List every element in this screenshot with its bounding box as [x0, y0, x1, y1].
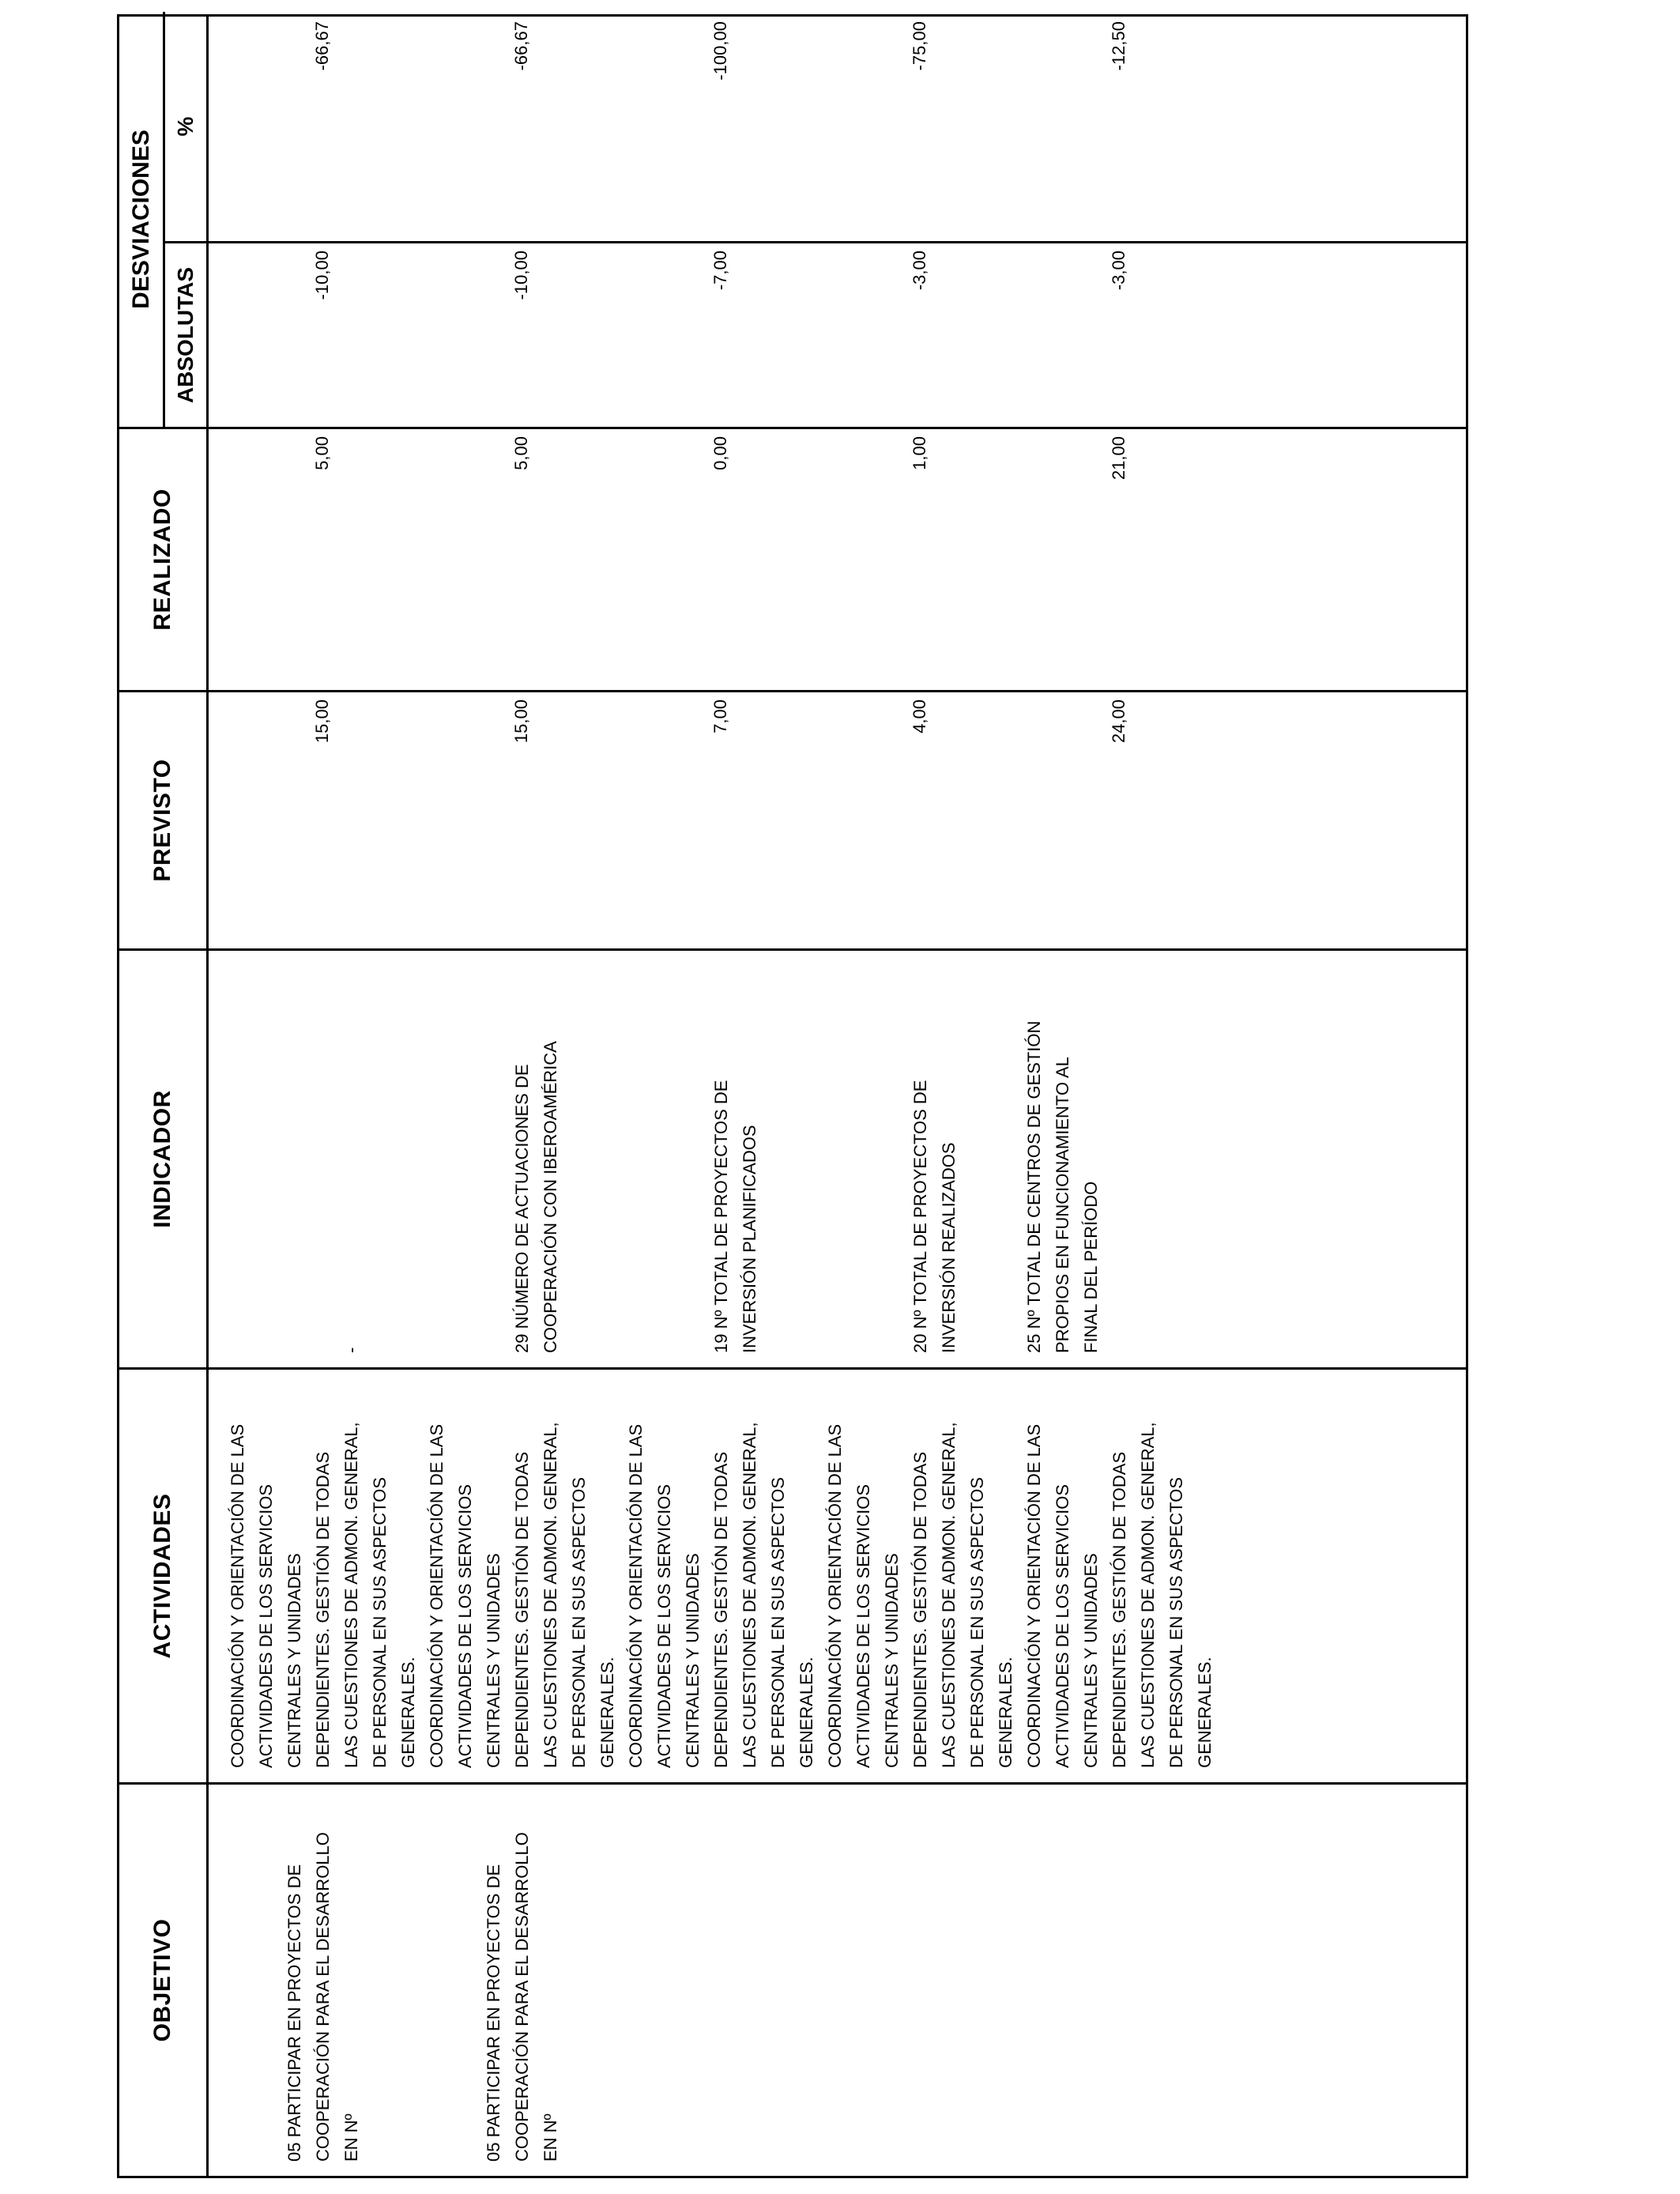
actividad-line: DEPENDIENTES. GESTIÓN DE TODAS — [1109, 1451, 1129, 1768]
indicador-line: 29 NÚMERO DE ACTUACIONES DE — [512, 1064, 532, 1353]
actividad-line: DE PERSONAL EN SUS ASPECTOS — [768, 1476, 788, 1768]
actividad-line: DEPENDIENTES. GESTIÓN DE TODAS — [711, 1451, 731, 1768]
actividad-line: DEPENDIENTES. GESTIÓN DE TODAS — [910, 1451, 930, 1768]
objetivo-line: COOPERACIÓN PARA EL DESARROLLO — [313, 1832, 333, 2162]
absolutas-value: -3,00 — [1109, 251, 1128, 291]
absolutas-value: -10,00 — [511, 251, 531, 300]
actividad-line: GENERALES. — [797, 1657, 816, 1768]
header-porcentaje: % — [173, 116, 198, 137]
previsto-value: 15,00 — [511, 699, 531, 744]
indicador-line: FINAL DEL PERÍODO — [1081, 1181, 1101, 1353]
actividad-line: ACTIVIDADES DE LOS SERVICIOS — [455, 1483, 475, 1768]
actividad-line: COORDINACIÓN Y ORIENTACIÓN DE LAS — [228, 1423, 247, 1768]
absolutas-value: -3,00 — [910, 251, 929, 291]
previsto-value: 7,00 — [710, 699, 730, 733]
indicador-line: - — [341, 1347, 361, 1353]
actividad-line: COORDINACIÓN Y ORIENTACIÓN DE LAS — [427, 1423, 446, 1768]
actividad-line: DE PERSONAL EN SUS ASPECTOS — [370, 1476, 390, 1768]
realizado-value: 1,00 — [910, 436, 929, 470]
indicador-line: INVERSIÓN PLANIFICADOS — [740, 1125, 759, 1353]
header-actividades: ACTIVIDADES — [119, 1367, 206, 1782]
actividad-line: LAS CUESTIONES DE ADMON. GENERAL, — [341, 1422, 361, 1768]
header-desviaciones-group — [119, 12, 206, 427]
porcentaje-value: -66,67 — [312, 21, 332, 71]
actividad-line: ACTIVIDADES DE LOS SERVICIOS — [256, 1483, 276, 1768]
actividad-line: GENERALES. — [597, 1657, 617, 1768]
absolutas-value: -10,00 — [312, 251, 332, 300]
actividad-line: ACTIVIDADES DE LOS SERVICIOS — [1053, 1483, 1072, 1768]
header-desviaciones: DESVIACIONES — [119, 12, 165, 427]
objetivo-line: EN Nº — [341, 2113, 361, 2162]
previsto-value: 24,00 — [1109, 699, 1128, 744]
actividad-line: GENERALES. — [398, 1657, 418, 1768]
column-divider — [209, 427, 1466, 429]
objetivo-line: 05 PARTICIPAR EN PROYECTOS DE — [284, 1864, 304, 2162]
column-divider — [209, 1782, 1466, 1785]
objetivo-line: 05 PARTICIPAR EN PROYECTOS DE — [484, 1864, 503, 2162]
column-divider — [209, 241, 1466, 243]
column-divider — [209, 948, 1466, 951]
actividad-line: LAS CUESTIONES DE ADMON. GENERAL, — [541, 1422, 560, 1768]
actividad-line: CENTRALES Y UNIDADES — [683, 1553, 703, 1768]
actividad-line: LAS CUESTIONES DE ADMON. GENERAL, — [740, 1422, 759, 1768]
indicador-line: COOPERACIÓN CON IBEROAMÉRICA — [541, 1041, 560, 1353]
absolutas-value: -7,00 — [710, 251, 730, 291]
actividad-line: COORDINACIÓN Y ORIENTACIÓN DE LAS — [1024, 1423, 1044, 1768]
objetivo-line: EN Nº — [541, 2113, 560, 2162]
actividad-line: DE PERSONAL EN SUS ASPECTOS — [967, 1476, 987, 1768]
porcentaje-value: -12,50 — [1109, 21, 1128, 71]
actividad-line: CENTRALES Y UNIDADES — [484, 1553, 503, 1768]
objetivo-line: COOPERACIÓN PARA EL DESARROLLO — [512, 1832, 532, 2162]
realizado-value: 0,00 — [710, 436, 730, 470]
realizado-value: 5,00 — [312, 436, 332, 470]
actividad-line: COORDINACIÓN Y ORIENTACIÓN DE LAS — [825, 1423, 845, 1768]
actividad-line: CENTRALES Y UNIDADES — [1081, 1553, 1101, 1768]
actividad-line: DEPENDIENTES. GESTIÓN DE TODAS — [512, 1451, 532, 1768]
porcentaje-value: -66,67 — [511, 21, 531, 71]
indicators-table — [117, 14, 1468, 2178]
header-previsto: PREVISTO — [119, 690, 206, 948]
header-absolutas: ABSOLUTAS — [165, 241, 206, 427]
actividad-line: DE PERSONAL EN SUS ASPECTOS — [1166, 1476, 1186, 1768]
actividad-line: GENERALES. — [996, 1657, 1015, 1768]
column-divider — [209, 1367, 1466, 1370]
previsto-value: 15,00 — [312, 699, 332, 744]
indicador-line: PROPIOS EN FUNCIONAMIENTO AL — [1053, 1057, 1072, 1353]
actividad-line: DEPENDIENTES. GESTIÓN DE TODAS — [313, 1451, 333, 1768]
indicador-line: INVERSIÓN REALIZADOS — [939, 1142, 959, 1353]
actividad-line: ACTIVIDADES DE LOS SERVICIOS — [853, 1483, 873, 1768]
header-indicador: INDICADOR — [119, 948, 206, 1367]
actividad-line: LAS CUESTIONES DE ADMON. GENERAL, — [1138, 1422, 1158, 1768]
porcentaje-value: -75,00 — [910, 21, 929, 71]
actividad-line: COORDINACIÓN Y ORIENTACIÓN DE LAS — [626, 1423, 646, 1768]
table-header-row — [119, 17, 209, 2176]
actividad-line: ACTIVIDADES DE LOS SERVICIOS — [654, 1483, 674, 1768]
header-realizado: REALIZADO — [119, 427, 206, 690]
realizado-value: 21,00 — [1109, 436, 1128, 481]
actividad-line: DE PERSONAL EN SUS ASPECTOS — [569, 1476, 589, 1768]
previsto-value: 4,00 — [910, 699, 929, 733]
indicador-line: 20 Nº TOTAL DE PROYECTOS DE — [910, 1080, 930, 1353]
actividad-line: CENTRALES Y UNIDADES — [882, 1553, 902, 1768]
header-objetivo: OBJETIVO — [119, 1782, 206, 2176]
actividad-line: GENERALES. — [1195, 1657, 1215, 1768]
realizado-value: 5,00 — [511, 436, 531, 470]
actividad-line: CENTRALES Y UNIDADES — [284, 1553, 304, 1768]
indicador-line: 19 Nº TOTAL DE PROYECTOS DE — [711, 1080, 731, 1353]
column-divider — [209, 690, 1466, 692]
actividad-line: LAS CUESTIONES DE ADMON. GENERAL, — [939, 1422, 959, 1768]
indicador-line: 25 Nº TOTAL DE CENTROS DE GESTIÓN — [1024, 1020, 1044, 1353]
porcentaje-value: -100,00 — [710, 21, 730, 81]
